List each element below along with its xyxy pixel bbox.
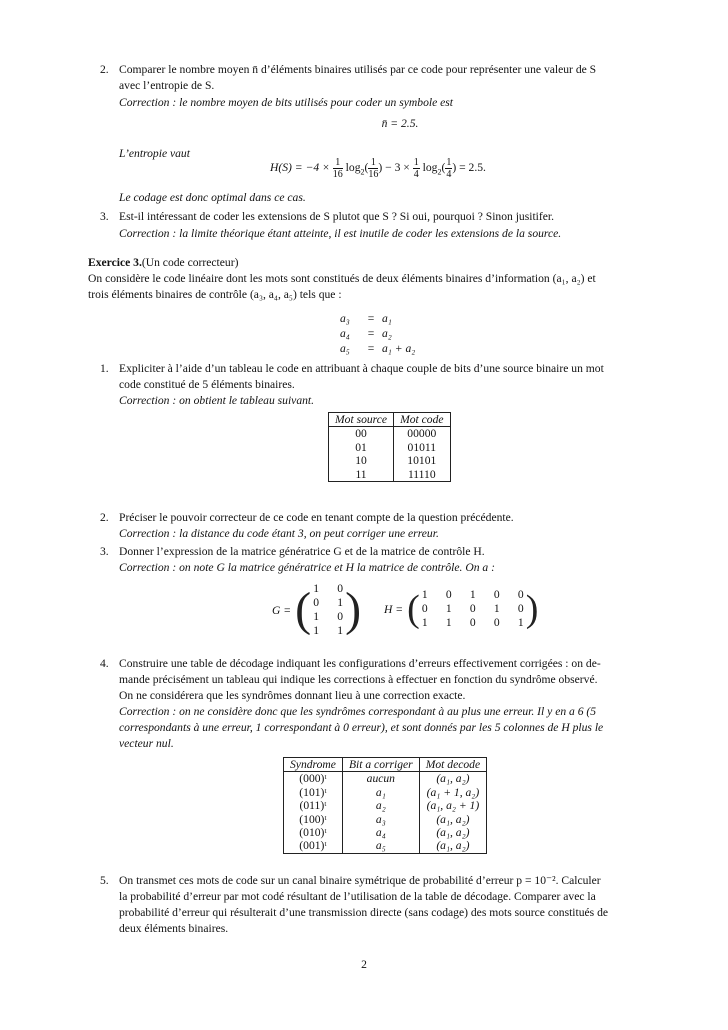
q3-number: 3. — [100, 210, 109, 223]
fraction-1-16-b — [368, 157, 378, 180]
matrix-entry: 0 — [445, 588, 452, 601]
table-row — [329, 468, 451, 482]
matrix-entry: 1 — [313, 610, 319, 623]
matrix-entry: 1 — [469, 588, 476, 601]
e5-text-line2: la probabilité d’erreur par mot codé résultant de l’utilisation de la table de décodage. Comparer avec la — [119, 890, 596, 903]
table-cell: 10101 — [407, 454, 437, 468]
q2-entropy-formula — [270, 157, 486, 180]
matrix-entry: 1 — [445, 616, 452, 629]
e4-correction-line2: correspondants à une erreur, 1 correspondant à 0 erreur), et sont donnés par les 5 colonnes de H plus le — [119, 721, 604, 734]
matrix-entry: 0 — [469, 602, 476, 615]
q2-mean-equation: n̄ = 2.5. — [381, 117, 419, 130]
e4-text-line2: mande précisément un tableau qui indique les corrections à effectuer en fonction du syndrôme observé. — [119, 673, 598, 686]
table-cell: a₂ — [342, 799, 419, 812]
table-cell: (011)ᵗ — [284, 799, 343, 812]
q2-text-line2: avec l’entropie de S. — [119, 79, 215, 92]
q2-correction: Correction : le nombre moyen de bits utilisés pour coder un symbole est — [119, 96, 454, 109]
table-cell: a₁ — [342, 786, 419, 799]
log-sub: 2 — [437, 167, 442, 177]
table-row — [284, 772, 487, 786]
q2-text-line1: Comparer le nombre moyen n̄ d’éléments binaires utilisés par ce code pour représenter une valeur de S — [119, 63, 597, 76]
e3-text: Donner l’expression de la matrice génératrice G et de la matrice de contrôle H. — [119, 545, 485, 558]
e5-number: 5. — [100, 874, 109, 887]
e4-number: 4. — [100, 657, 109, 670]
e1-text-line1: Expliciter à l’aide d’un tableau le code en attribuant à chaque couple de bits d’une source binaire un mot — [119, 362, 604, 375]
table-cell: (001)ᵗ — [284, 839, 343, 853]
matrix-entry: 0 — [493, 588, 500, 601]
e2-correction: Correction : la distance du code étant 3, on peut corriger une erreur. — [119, 527, 439, 540]
log-text: log — [422, 161, 438, 175]
matrix-entry: 1 — [313, 582, 319, 595]
page-number: 2 — [361, 958, 367, 971]
e1-text-line2: code constitué de 5 éléments binaires. — [119, 378, 295, 391]
code-table — [328, 412, 451, 482]
table-cell: (a₁, a₂ + 1) — [426, 799, 480, 813]
frac-num: 1 — [368, 157, 378, 169]
exercise-3-intro-line2: trois éléments binaires de contrôle (a₃, a₄, a₅) tels que : — [88, 288, 342, 301]
right-paren: ) — [525, 588, 539, 630]
matrix-h-label: H = — [384, 602, 404, 616]
table-row — [284, 826, 487, 839]
table-cell: (010)ᵗ — [284, 826, 343, 839]
table-cell: 11 — [329, 468, 394, 482]
matrix-entry: 1 — [517, 616, 524, 629]
decoding-table — [283, 757, 487, 854]
entropy-end: ) = 2.5. — [452, 161, 486, 175]
frac-num: 1 — [333, 157, 343, 169]
left-paren: ( — [407, 588, 420, 630]
table-cell: (a₁, a₂) — [436, 839, 470, 853]
matrix-entry: 1 — [421, 588, 428, 601]
matrix-entry: 1 — [337, 596, 343, 609]
q3-text: Est-il intéressant de coder les extensions de S plutot que S ? Si oui, pourquoi ? Sinon jusitifer. — [119, 210, 555, 223]
matrix-g-entries — [311, 582, 345, 638]
matrix-entry: 1 — [313, 624, 319, 637]
q2-number: 2. — [100, 63, 109, 76]
table-cell: a₄ — [342, 826, 419, 839]
fraction-1-16-a — [333, 157, 343, 180]
e5-text-line4: deux éléments binaires. — [119, 922, 229, 935]
matrix-entry: 0 — [517, 602, 524, 615]
control-equations-grid — [340, 311, 450, 356]
decoding-table-grid — [283, 757, 487, 854]
matrix-entry: 1 — [445, 602, 452, 615]
eq-rhs: a₁ — [382, 312, 392, 325]
e4-correction-line1: Correction : on ne considère donc que les syndrômes correspondant à au plus une erreur. Il y en a 6 (5 — [119, 705, 597, 718]
table-row — [329, 441, 451, 454]
column-header: Mot source — [329, 413, 394, 427]
table-header-row — [329, 413, 451, 427]
e3-correction: Correction : on note G la matrice génératrice et H la matrice de contrôle. On a : — [119, 561, 495, 574]
eq-lhs: a₅ — [340, 342, 350, 355]
table-cell: 11110 — [407, 467, 436, 481]
e4-correction-line3: vecteur nul. — [119, 737, 174, 750]
matrix-entry: 0 — [493, 616, 500, 629]
column-header: Mot code — [394, 413, 450, 427]
table-cell: a₃ — [342, 813, 419, 826]
log-b: $\log_2$( — [422, 161, 446, 177]
table-cell: (101)ᵗ — [284, 786, 343, 799]
table-row — [284, 839, 487, 853]
eq-lhs: a₄ — [340, 327, 350, 340]
matrix-entry: 0 — [313, 596, 319, 609]
table-cell: aucun — [342, 772, 419, 786]
table-cell: 00000 — [407, 427, 437, 441]
eq-rhs: a₂ — [382, 327, 392, 340]
q3-correction: Correction : la limite théorique étant atteinte, il est inutile de coder les extensions de la source. — [119, 227, 562, 240]
frac-num: 1 — [446, 157, 452, 168]
matrix-entry: 0 — [421, 602, 428, 615]
eq-lhs: a₃ — [340, 312, 350, 325]
e3-number: 3. — [100, 545, 109, 558]
table-row — [329, 454, 451, 467]
entropy-lhs: H(S) = −4 × — [270, 161, 330, 175]
frac-den: 4 — [413, 169, 419, 180]
matrix-entry: 0 — [469, 616, 476, 629]
frac-num: 1 — [413, 157, 419, 168]
e4-text-line1: Construire une table de décodage indiquant les configurations d’erreurs effectivement corrigées : on de- — [119, 657, 601, 670]
matrix-h-entries — [420, 588, 526, 630]
fraction-1-4-a — [413, 157, 420, 180]
table-row — [284, 786, 487, 799]
matrix-g — [272, 582, 361, 638]
column-header: Mot decode — [419, 758, 486, 772]
table-cell: 00 — [329, 427, 394, 441]
e1-number: 1. — [100, 362, 109, 375]
right-paren: ) — [345, 583, 362, 636]
eq-rhs: a₁ + a₂ — [382, 342, 416, 355]
log-sub: 2 — [360, 167, 365, 177]
exercise-3-subtitle: (Un code correcteur) — [141, 256, 239, 269]
matrix-h — [384, 588, 538, 630]
table-cell: 01 — [329, 441, 394, 454]
table-row — [329, 427, 451, 441]
e2-text: Préciser le pouvoir correcteur de ce code en tenant compte de la question précédente. — [119, 511, 514, 524]
column-header: Bit a corriger — [342, 758, 419, 772]
frac-den: 16 — [332, 169, 343, 180]
matrix-entry: 0 — [517, 588, 524, 601]
e4-text-line3: On ne considérera que les syndrômes donnant lieu à une correction exacte. — [119, 689, 466, 702]
frac-den: 16 — [368, 169, 379, 180]
table-row — [284, 813, 487, 826]
e5-text-line3: probabilité d’erreur qui résulterait d’une transmission directe (sans codage) des mots source constitués de — [119, 906, 609, 919]
table-header-row — [284, 758, 487, 772]
matrix-g-label: G = — [272, 603, 292, 617]
eq-op: = — [367, 327, 375, 340]
column-header: Syndrome — [284, 758, 343, 772]
log-a: $\log_2$( — [345, 161, 369, 177]
q2-entropy-label: L’entropie vaut — [119, 147, 190, 160]
q2-conclusion: Le codage est donc optimal dans ce cas. — [119, 191, 306, 204]
e5-text-line1: On transmet ces mots de code sur un canal binaire symétrique de probabilité d’erreur p = 10⁻². Calculer — [119, 874, 601, 887]
control-equations — [340, 311, 450, 356]
matrix-entry: 1 — [337, 624, 343, 637]
eq-op: = — [367, 342, 375, 355]
table-cell: (a₁, a₂) — [436, 772, 470, 786]
table-cell: (100)ᵗ — [284, 813, 343, 826]
table-cell: (a₁ + 1, a₂) — [426, 785, 480, 799]
eq-op: = — [367, 312, 375, 325]
frac-den: 4 — [446, 169, 452, 180]
table-cell: 01011 — [407, 440, 437, 454]
e1-correction: Correction : on obtient le tableau suivant. — [119, 394, 315, 407]
exercise-3-intro-line1: On considère le code linéaire dont les mots sont constitués de deux éléments binaires d’information (a₁, a₂) et — [88, 272, 596, 285]
table-cell: 10 — [329, 454, 394, 467]
matrix-entry: 0 — [337, 582, 343, 595]
exercise-3-title: Exercice 3. — [88, 256, 142, 269]
left-paren: ( — [295, 583, 312, 636]
log-text: log — [345, 161, 361, 175]
matrix-entry: 1 — [493, 602, 500, 615]
table-cell: (a₁, a₂) — [436, 812, 470, 826]
matrix-entry: 1 — [421, 616, 428, 629]
table-cell: (a₁, a₂) — [436, 826, 470, 840]
entropy-mid: ) − 3 × — [378, 161, 410, 175]
table-cell: a₅ — [342, 839, 419, 853]
table-cell: (000)ᵗ — [284, 772, 343, 786]
exercise-3-heading — [88, 255, 238, 270]
matrix-entry: 0 — [337, 610, 343, 623]
code-table-grid — [328, 412, 451, 482]
e2-number: 2. — [100, 511, 109, 524]
table-row — [284, 799, 487, 812]
